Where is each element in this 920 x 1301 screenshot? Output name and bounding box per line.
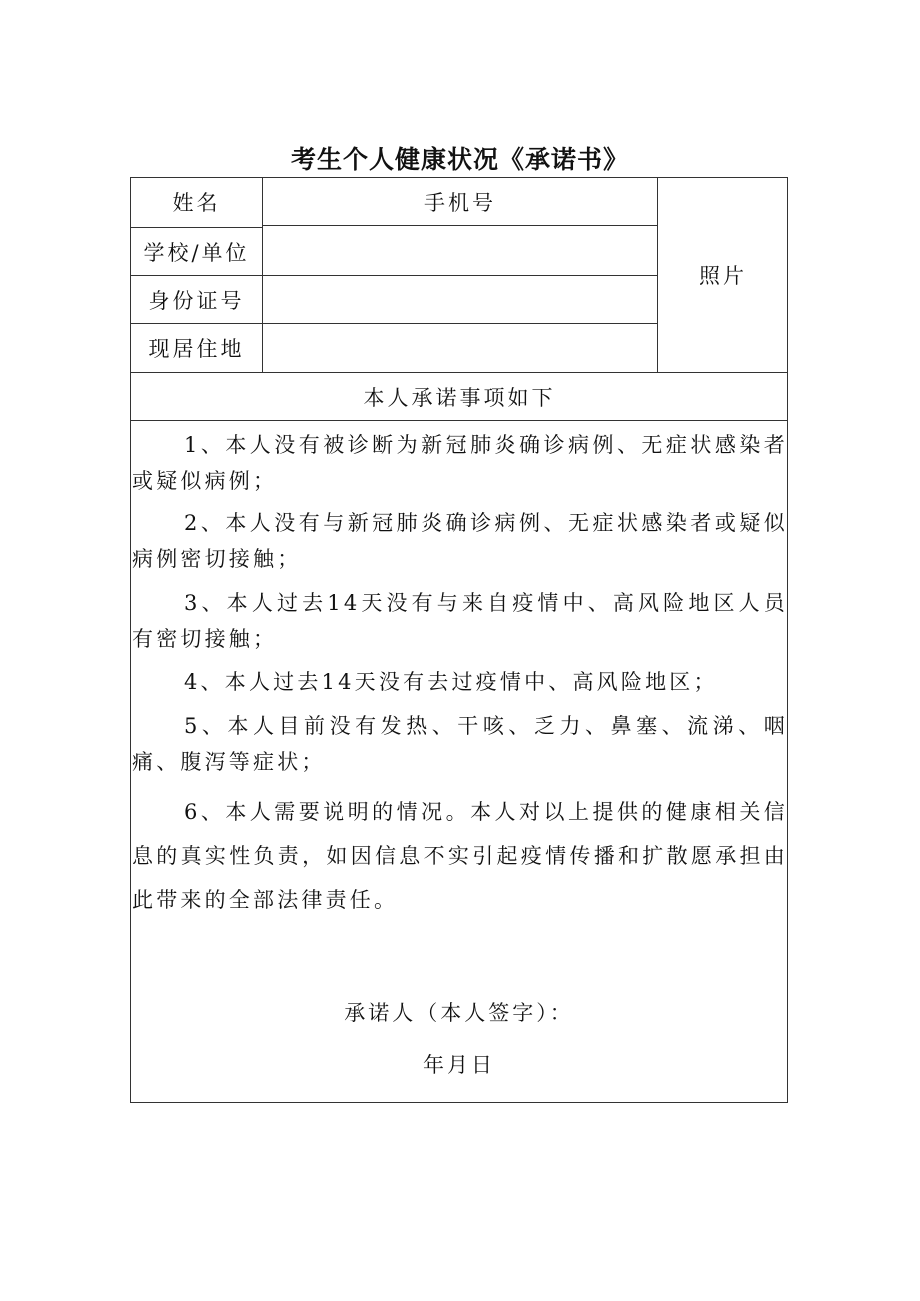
phone-label: 手机号 bbox=[424, 190, 496, 215]
document-title: 考生个人健康状况《承诺书》 bbox=[290, 145, 629, 174]
school-field[interactable] bbox=[263, 226, 657, 275]
commitment-item-6: 6、本人需要说明的情况。本人对以上提供的健康相关信息的真实性负责，如因信息不实引起疫情传播和扩散愿承担由此带来的全部法律责任。 bbox=[132, 800, 788, 912]
commitment-item-3: 3、本人过去14天没有与来自疫情中、高风险地区人员有密切接触； bbox=[132, 591, 788, 651]
commitment-item-4: 4、本人过去14天没有去过疫情中、高风险地区； bbox=[184, 670, 718, 694]
id-number-field[interactable] bbox=[263, 276, 657, 323]
signature-label: 承诺人（本人签字）： bbox=[344, 1001, 574, 1025]
photo-label: 照片 bbox=[699, 264, 747, 288]
date-label: 年月日 bbox=[423, 1053, 495, 1077]
commitment-item-2: 2、本人没有与新冠肺炎确诊病例、无症状感染者或疑似病例密切接触； bbox=[132, 511, 788, 571]
address-field[interactable] bbox=[263, 324, 657, 372]
school-label: 学校/单位 bbox=[143, 240, 250, 265]
name-label: 姓名 bbox=[172, 191, 221, 215]
id-number-label: 身份证号 bbox=[148, 288, 245, 313]
commitment-item-5: 5、本人目前没有发热、干咳、乏力、鼻塞、流涕、咽痛、腹泻等症状； bbox=[132, 714, 788, 774]
commitment-item-1: 1、本人没有被诊断为新冠肺炎确诊病例、无症状感染者或疑似病例； bbox=[132, 433, 788, 493]
row-divider bbox=[130, 420, 788, 421]
address-label: 现居住地 bbox=[148, 337, 245, 361]
commitment-header: 本人承诺事项如下 bbox=[363, 385, 556, 410]
